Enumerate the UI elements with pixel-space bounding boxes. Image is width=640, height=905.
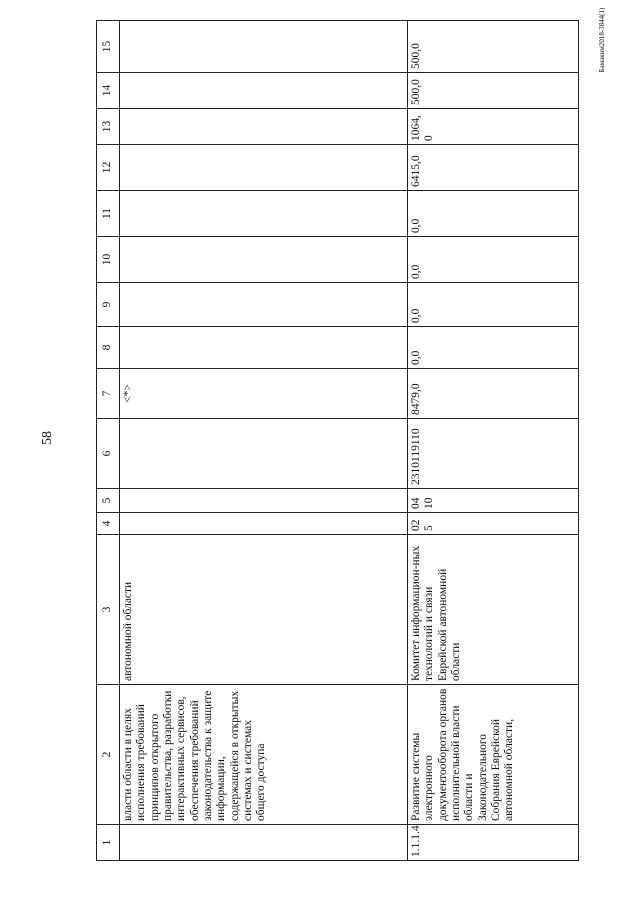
header-cell: 5 <box>97 489 120 513</box>
header-row <box>97 21 120 861</box>
header-cell: 12 <box>97 145 120 191</box>
header-cell: 10 <box>97 237 120 283</box>
header-cell: 7 <box>97 369 120 419</box>
value-cell: 1064,0 <box>408 109 579 145</box>
header-cell: 8 <box>97 327 120 369</box>
budget-table <box>96 20 579 861</box>
value-cell <box>120 327 408 369</box>
total-cell: 8479,0 <box>408 369 579 419</box>
table-row <box>408 21 579 861</box>
value-cell: 0,0 <box>408 327 579 369</box>
header-cell: 2 <box>97 685 120 825</box>
header-cell: 3 <box>97 535 120 685</box>
executor-cell: автономной области <box>120 535 408 685</box>
csr-cell <box>120 419 408 489</box>
page-number: 58 <box>40 431 55 445</box>
footer-code: Бамакнм2018-3844(1) <box>598 7 606 73</box>
value-cell: 0,0 <box>408 237 579 283</box>
rzpr-cell <box>120 489 408 513</box>
grbs-cell: 025 <box>408 513 579 535</box>
value-cell: 500,0 <box>408 73 579 109</box>
value-cell <box>120 109 408 145</box>
row-number-cell: 1.1.1.4 <box>408 825 579 861</box>
value-cell <box>120 237 408 283</box>
header-cell: 15 <box>97 21 120 73</box>
header-cell: 11 <box>97 191 120 237</box>
value-cell: 6415,0 <box>408 145 579 191</box>
value-cell <box>120 73 408 109</box>
value-cell: 0,0 <box>408 283 579 327</box>
header-cell: 1 <box>97 825 120 861</box>
header-cell: 6 <box>97 419 120 489</box>
event-name-cell: Развитие системы электронного документооборота органов исполнительной власти области и Законодательного Собрания Еврейской автономной области, <box>408 685 579 825</box>
value-cell <box>120 283 408 327</box>
csr-cell: 2310119110 <box>408 419 579 489</box>
value-cell <box>120 145 408 191</box>
header-cell: 13 <box>97 109 120 145</box>
value-cell <box>120 191 408 237</box>
budget-table-rotated <box>96 41 579 861</box>
table-row <box>120 21 408 861</box>
total-cell: <*> <box>120 369 408 419</box>
grbs-cell <box>120 513 408 535</box>
header-cell: 9 <box>97 283 120 327</box>
value-cell: 0,0 <box>408 191 579 237</box>
value-cell <box>120 21 408 73</box>
row-number-cell <box>120 825 408 861</box>
header-cell: 4 <box>97 513 120 535</box>
header-cell: 14 <box>97 73 120 109</box>
executor-cell: Комитет информацион-ных технологий и связи Еврейской автономной области <box>408 535 579 685</box>
rzpr-cell: 0410 <box>408 489 579 513</box>
value-cell: 500,0 <box>408 21 579 73</box>
event-name-cell: власти области в целях исполнения требований принципов открытого правительства, разработки интерактивных сервисов, обеспечения требований законодательства к защите информации, содержащейся в открытых системах и системах общего доступа <box>120 685 408 825</box>
